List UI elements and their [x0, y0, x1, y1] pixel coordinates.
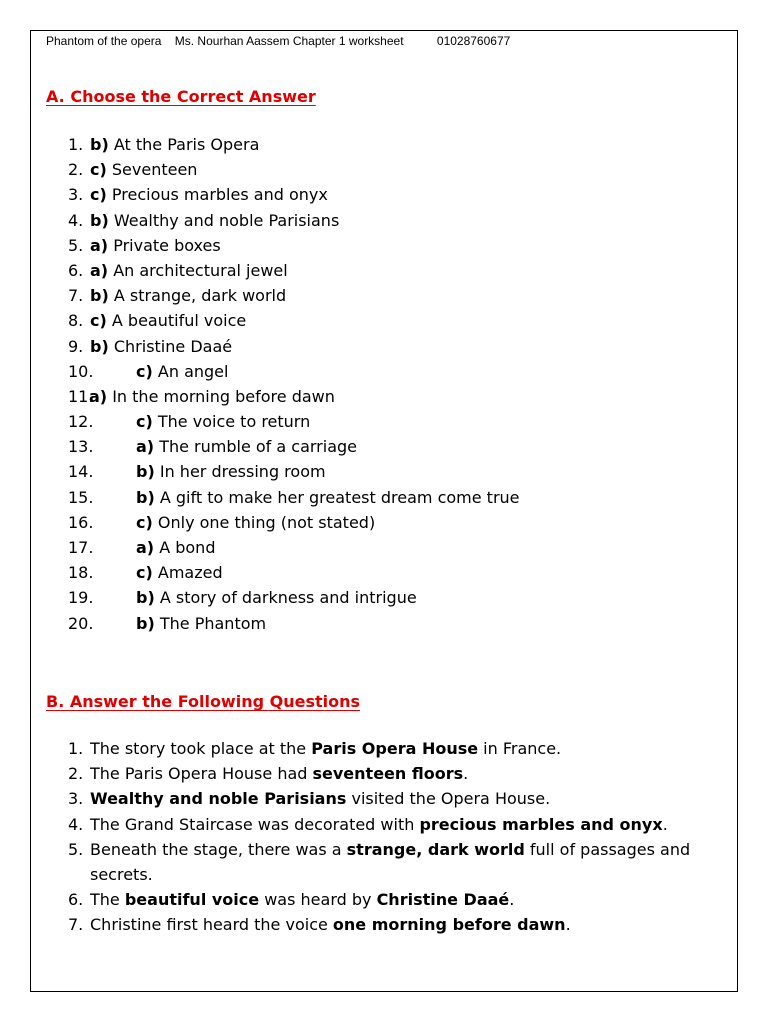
item-number: 1. — [68, 739, 84, 758]
item-number: 13. — [68, 437, 94, 457]
item-number: 4. — [68, 814, 84, 834]
list-item — [68, 485, 520, 510]
item-answer: A bond — [159, 538, 216, 557]
list-item — [68, 585, 520, 610]
item-option: b) — [90, 336, 109, 356]
section-b-title: B. Answer the Following Questions — [46, 692, 361, 711]
item-answer: Precious marbles and onyx — [111, 185, 328, 205]
page-header — [46, 34, 510, 48]
item-number: 3. — [68, 789, 84, 809]
item-option: a) — [89, 386, 108, 406]
answer-keyword: strange, dark world — [346, 839, 525, 859]
answer-text: Christine first heard the voice — [90, 915, 333, 935]
item-option: a) — [136, 437, 155, 457]
item-number: 5. — [68, 235, 84, 255]
answer-text: . — [662, 814, 668, 834]
item-option: c) — [90, 160, 107, 180]
item-option: b) — [90, 135, 109, 154]
answer-text: Beneath the stage, there was a — [90, 839, 347, 859]
list-item — [68, 384, 520, 409]
item-answer: In her dressing room — [159, 462, 326, 482]
item-number: 19. — [68, 588, 94, 608]
item-option: c) — [90, 311, 107, 331]
item-number: 6. — [68, 890, 84, 910]
item-number: 3. — [68, 185, 84, 205]
item-answer: Amazed — [157, 563, 223, 583]
answer-text: . — [509, 890, 515, 910]
item-option: b) — [136, 588, 155, 608]
section-a-answer-list — [68, 132, 520, 636]
item-number: 2. — [68, 764, 84, 784]
header-phone: 01028760677 — [436, 34, 511, 48]
item-option: a) — [90, 260, 109, 280]
item-answer: The Phantom — [159, 613, 267, 633]
item-number: 16. — [68, 512, 94, 532]
item-number: 15. — [68, 487, 94, 507]
list-item — [68, 560, 520, 585]
item-option: c) — [136, 512, 153, 532]
list-item — [68, 359, 520, 384]
list-item — [68, 887, 708, 912]
item-option: c) — [90, 185, 107, 205]
item-number: 4. — [68, 210, 84, 230]
item-number: 11. — [68, 386, 94, 406]
item-option: b) — [136, 462, 155, 482]
list-item — [68, 535, 520, 560]
answer-text: in France. — [478, 739, 562, 758]
list-item — [68, 786, 708, 811]
answer-keyword: Christine Daaé — [376, 890, 510, 910]
item-answer: At the Paris Opera — [113, 135, 260, 154]
item-answer: A gift to make her greatest dream come true — [159, 487, 520, 507]
item-answer: The voice to return — [157, 412, 311, 432]
list-item — [68, 157, 520, 182]
item-answer: Seventeen — [111, 160, 198, 180]
item-option: c) — [136, 412, 153, 432]
list-item — [68, 308, 520, 333]
answer-keyword: seventeen floors — [312, 764, 464, 784]
list-item — [68, 736, 708, 761]
header-book-title: Phantom of the opera — [46, 34, 162, 48]
answer-text: was heard by — [259, 890, 377, 910]
item-answer: Christine Daaé — [113, 336, 233, 356]
item-answer: Wealthy and noble Parisians — [113, 210, 340, 230]
answer-keyword: beautiful voice — [124, 890, 260, 910]
item-option: b) — [136, 487, 155, 507]
list-item — [68, 510, 520, 535]
item-number: 7. — [68, 286, 84, 306]
list-item — [68, 334, 520, 359]
item-answer: In the morning before dawn — [112, 386, 335, 406]
item-answer: Only one thing (not stated) — [157, 512, 376, 532]
item-option: b) — [90, 210, 109, 230]
item-option: b) — [90, 286, 109, 306]
list-item — [68, 837, 708, 887]
list-item — [68, 208, 520, 233]
list-item — [68, 434, 520, 459]
item-number: 5. — [68, 839, 84, 859]
section-b-answer-list — [68, 736, 708, 938]
item-number: 6. — [68, 260, 84, 280]
list-item — [68, 182, 520, 207]
answer-text: visited the Opera House. — [346, 789, 551, 809]
list-item — [68, 258, 520, 283]
answer-keyword: Paris Opera House — [311, 739, 479, 758]
item-answer: A strange, dark world — [113, 286, 287, 306]
item-number: 20. — [68, 613, 94, 633]
item-number: 10. — [68, 361, 94, 381]
item-option: a) — [90, 235, 109, 255]
list-item — [68, 912, 708, 937]
item-number: 12. — [68, 412, 94, 432]
list-item — [68, 611, 520, 636]
list-item — [68, 132, 520, 157]
item-number: 2. — [68, 160, 84, 180]
item-number: 1. — [68, 135, 84, 154]
answer-keyword: precious marbles and onyx — [419, 814, 663, 834]
item-number: 8. — [68, 311, 84, 331]
list-item — [68, 761, 708, 786]
item-number: 7. — [68, 915, 84, 935]
item-option: a) — [136, 538, 155, 557]
answer-text: The story took place at the — [90, 739, 312, 758]
answer-keyword: one morning before dawn — [332, 915, 566, 935]
item-answer: The rumble of a carriage — [159, 437, 358, 457]
list-item — [68, 233, 520, 258]
answer-text: full of passages and secrets. — [90, 839, 691, 885]
item-option: c) — [136, 563, 153, 583]
item-number: 14. — [68, 462, 94, 482]
item-answer: An angel — [157, 361, 229, 381]
item-option: b) — [136, 613, 155, 633]
item-answer: Private boxes — [113, 235, 221, 255]
item-option: c) — [136, 361, 153, 381]
item-number: 17. — [68, 538, 94, 557]
item-answer: A beautiful voice — [111, 311, 247, 331]
list-item — [68, 812, 708, 837]
list-item — [68, 459, 520, 484]
item-answer: An architectural jewel — [113, 260, 288, 280]
item-number: 9. — [68, 336, 84, 356]
answer-text: The Paris Opera House had — [90, 764, 313, 784]
answer-text: . — [565, 915, 571, 935]
answer-text: The — [90, 890, 125, 910]
section-a-title: A. Choose the Correct Answer — [46, 87, 316, 106]
answer-keyword: Wealthy and noble Parisians — [90, 789, 347, 809]
answer-text: The Grand Staircase was decorated with — [90, 814, 420, 834]
header-teacher: Ms. Nourhan Aassem Chapter 1 worksheet — [174, 34, 404, 48]
item-answer: A story of darkness and intrigue — [159, 588, 417, 608]
list-item — [68, 283, 520, 308]
answer-text: . — [463, 764, 469, 784]
list-item — [68, 409, 520, 434]
item-number: 18. — [68, 563, 94, 583]
